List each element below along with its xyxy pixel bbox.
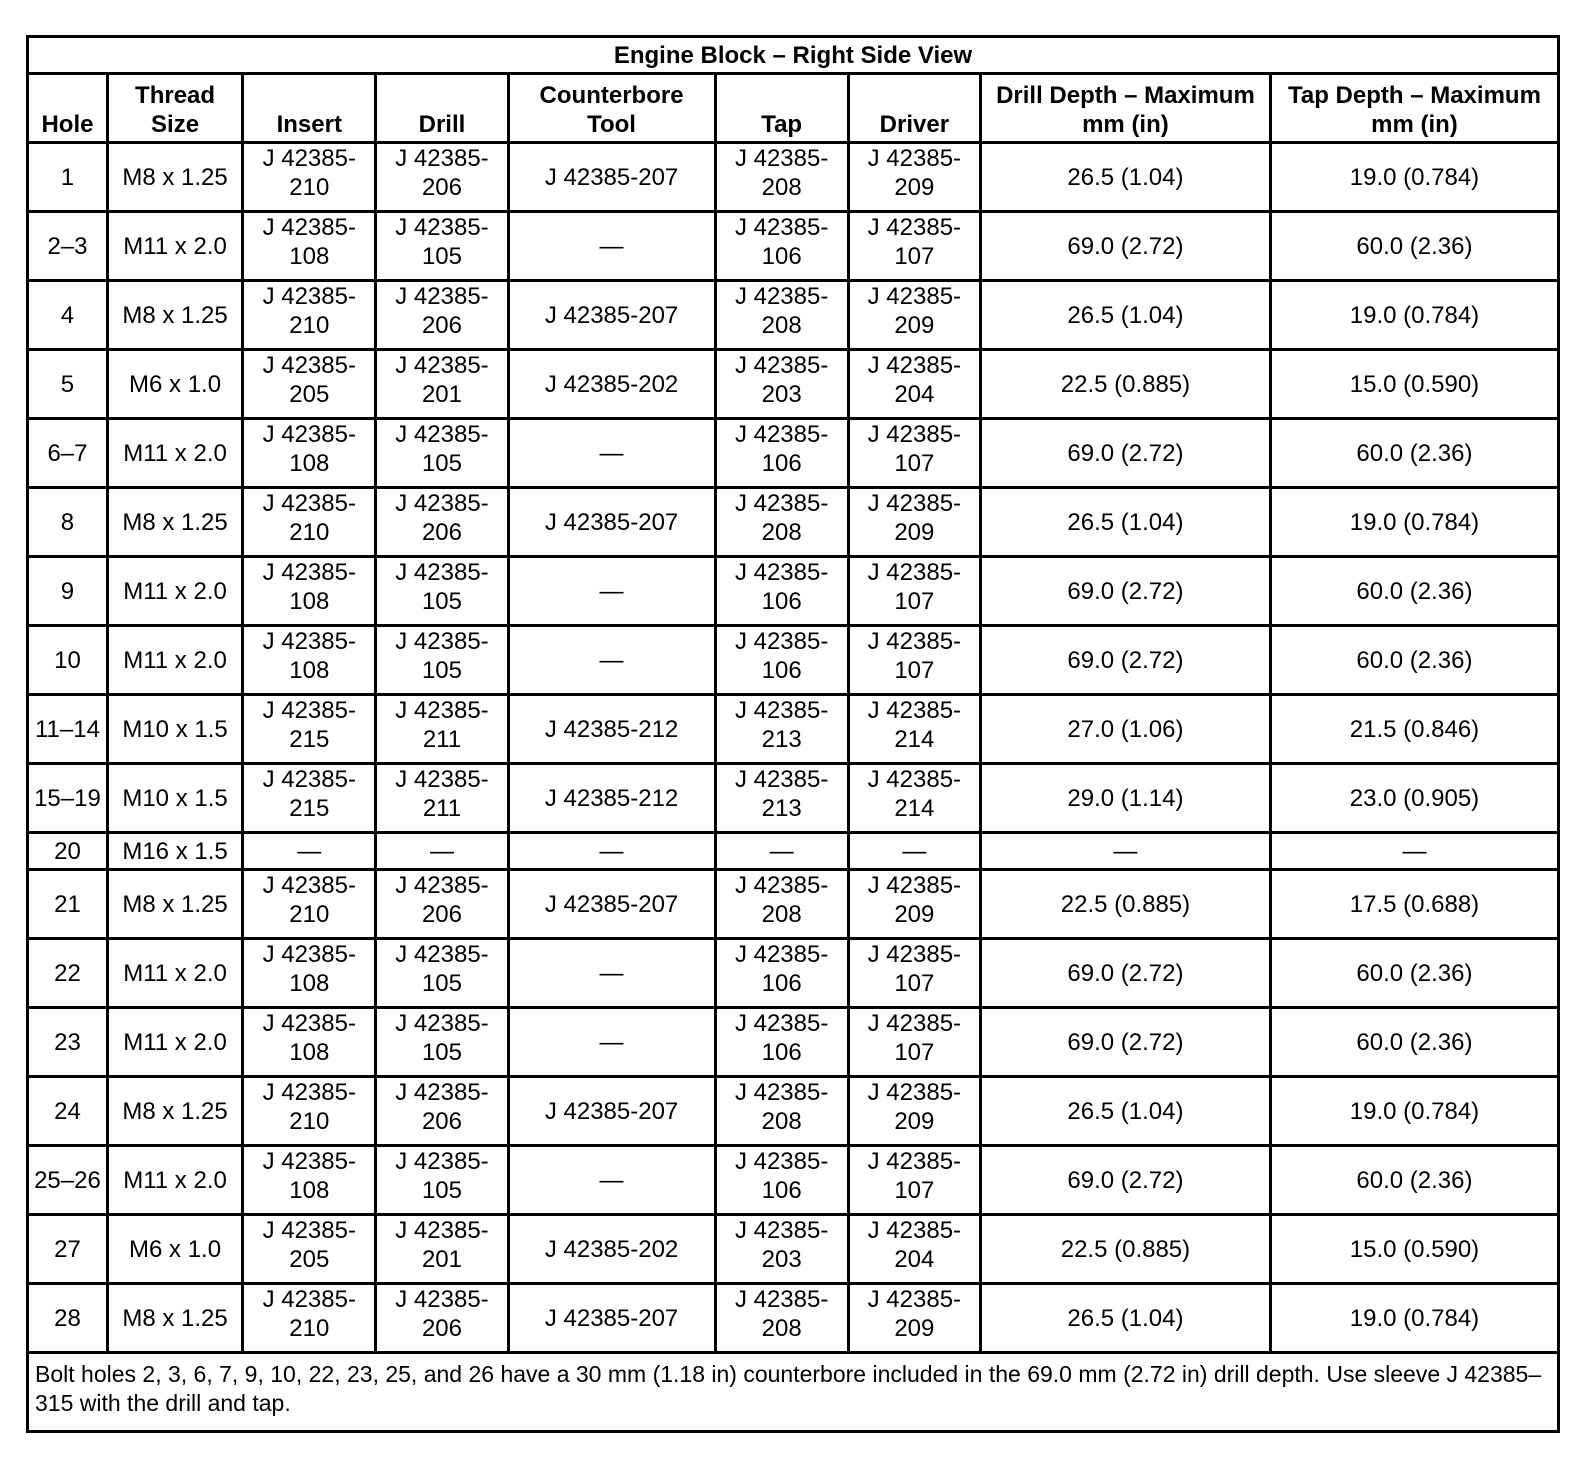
cell-insert: J 42385-210 <box>243 870 376 939</box>
cell-drill-depth: 69.0 (2.72) <box>980 1146 1270 1215</box>
cell-tap-depth: 19.0 (0.784) <box>1270 281 1558 350</box>
cell-thread-size: M10 x 1.5 <box>107 695 242 764</box>
cell-insert: J 42385-108 <box>243 939 376 1008</box>
cell-tap: J 42385-208 <box>715 143 848 212</box>
cell-drill: J 42385-105 <box>376 419 508 488</box>
cell-tap-depth: 21.5 (0.846) <box>1270 695 1558 764</box>
cell-hole: 1 <box>28 143 108 212</box>
cell-thread-size: M11 x 2.0 <box>107 1146 242 1215</box>
cell-counterbore-tool: — <box>508 212 715 281</box>
table-row <box>28 870 1559 939</box>
cell-drill-depth: 69.0 (2.72) <box>980 419 1270 488</box>
cell-tap: J 42385-203 <box>715 1215 848 1284</box>
cell-drill: J 42385-211 <box>376 695 508 764</box>
table-row <box>28 695 1559 764</box>
cell-drill: J 42385-105 <box>376 626 508 695</box>
cell-hole: 20 <box>28 833 108 870</box>
cell-driver: J 42385-204 <box>848 1215 980 1284</box>
column-header-tap <box>715 74 848 143</box>
cell-driver: J 42385-209 <box>848 281 980 350</box>
table-row <box>28 833 1559 870</box>
cell-driver: — <box>848 833 980 870</box>
column-header-line: mm (in) <box>1082 111 1169 138</box>
cell-tap: J 42385-106 <box>715 939 848 1008</box>
cell-thread-size: M8 x 1.25 <box>107 488 242 557</box>
cell-drill-depth: 26.5 (1.04) <box>980 488 1270 557</box>
cell-driver: J 42385-204 <box>848 350 980 419</box>
cell-counterbore-tool: J 42385-207 <box>508 1077 715 1146</box>
cell-drill-depth: 22.5 (0.885) <box>980 1215 1270 1284</box>
cell-hole: 21 <box>28 870 108 939</box>
column-header-tap-depth <box>1270 74 1558 143</box>
cell-tap: — <box>715 833 848 870</box>
cell-tap-depth: 19.0 (0.784) <box>1270 488 1558 557</box>
cell-hole: 9 <box>28 557 108 626</box>
cell-thread-size: M11 x 2.0 <box>107 626 242 695</box>
cell-drill: J 42385-206 <box>376 281 508 350</box>
cell-hole: 27 <box>28 1215 108 1284</box>
cell-counterbore-tool: — <box>508 1146 715 1215</box>
cell-thread-size: M11 x 2.0 <box>107 939 242 1008</box>
cell-drill: J 42385-206 <box>376 1284 508 1353</box>
cell-insert: J 42385-210 <box>243 281 376 350</box>
cell-hole: 25–26 <box>28 1146 108 1215</box>
cell-drill-depth: 22.5 (0.885) <box>980 350 1270 419</box>
table-footnote: Bolt holes 2, 3, 6, 7, 9, 10, 22, 23, 25, and 26 have a 30 mm (1.18 in) counterbore included in the 69.0 mm (2.72 in) drill depth. Use sleeve J 42385–315 with the drill and tap. <box>28 1353 1559 1432</box>
cell-drill: J 42385-105 <box>376 212 508 281</box>
column-header-line: Counterbore <box>539 82 684 109</box>
cell-counterbore-tool: J 42385-202 <box>508 1215 715 1284</box>
table-row <box>28 1008 1559 1077</box>
cell-drill-depth: 26.5 (1.04) <box>980 1077 1270 1146</box>
cell-tap: J 42385-208 <box>715 281 848 350</box>
cell-driver: J 42385-209 <box>848 1284 980 1353</box>
cell-thread-size: M11 x 2.0 <box>107 557 242 626</box>
cell-tap-depth: 60.0 (2.36) <box>1270 626 1558 695</box>
cell-insert: J 42385-108 <box>243 419 376 488</box>
cell-driver: J 42385-107 <box>848 212 980 281</box>
cell-thread-size: M11 x 2.0 <box>107 1008 242 1077</box>
column-header-line: Tool <box>587 111 636 138</box>
cell-counterbore-tool: J 42385-207 <box>508 281 715 350</box>
cell-thread-size: M16 x 1.5 <box>107 833 242 870</box>
cell-tap: J 42385-208 <box>715 870 848 939</box>
cell-counterbore-tool: J 42385-202 <box>508 350 715 419</box>
cell-driver: J 42385-209 <box>848 143 980 212</box>
cell-insert: J 42385-108 <box>243 1146 376 1215</box>
table-row <box>28 419 1559 488</box>
cell-tap: J 42385-106 <box>715 557 848 626</box>
table-title: Engine Block – Right Side View <box>28 37 1559 74</box>
cell-tap: J 42385-106 <box>715 1146 848 1215</box>
cell-driver: J 42385-214 <box>848 764 980 833</box>
column-header-drill-depth <box>980 74 1270 143</box>
cell-thread-size: M8 x 1.25 <box>107 281 242 350</box>
cell-counterbore-tool: — <box>508 939 715 1008</box>
cell-tap-depth: 60.0 (2.36) <box>1270 939 1558 1008</box>
table-row <box>28 626 1559 695</box>
cell-thread-size: M8 x 1.25 <box>107 1284 242 1353</box>
cell-driver: J 42385-107 <box>848 626 980 695</box>
cell-tap-depth: 17.5 (0.688) <box>1270 870 1558 939</box>
table-row <box>28 350 1559 419</box>
column-header-drill <box>376 74 508 143</box>
cell-hole: 24 <box>28 1077 108 1146</box>
table-row <box>28 488 1559 557</box>
cell-tap: J 42385-208 <box>715 488 848 557</box>
column-header-line: Tap <box>761 111 803 138</box>
cell-drill-depth: 26.5 (1.04) <box>980 281 1270 350</box>
table-row <box>28 1215 1559 1284</box>
column-header-line: Size <box>151 111 200 138</box>
column-header-counterbore-tool <box>508 74 715 143</box>
cell-tap: J 42385-208 <box>715 1284 848 1353</box>
cell-hole: 15–19 <box>28 764 108 833</box>
cell-drill: J 42385-211 <box>376 764 508 833</box>
cell-driver: J 42385-107 <box>848 1146 980 1215</box>
cell-tap: J 42385-208 <box>715 1077 848 1146</box>
cell-hole: 6–7 <box>28 419 108 488</box>
cell-hole: 28 <box>28 1284 108 1353</box>
cell-hole: 2–3 <box>28 212 108 281</box>
cell-insert: J 42385-210 <box>243 143 376 212</box>
cell-hole: 5 <box>28 350 108 419</box>
cell-counterbore-tool: — <box>508 1008 715 1077</box>
column-header-line: mm (in) <box>1371 111 1458 138</box>
cell-drill: J 42385-206 <box>376 488 508 557</box>
column-header-line: Hole <box>41 111 94 138</box>
cell-insert: J 42385-210 <box>243 1284 376 1353</box>
cell-tap: J 42385-106 <box>715 419 848 488</box>
cell-insert: J 42385-215 <box>243 695 376 764</box>
column-header-line: Driver <box>879 111 950 138</box>
column-header-thread-size <box>107 74 242 143</box>
cell-tap-depth: 60.0 (2.36) <box>1270 557 1558 626</box>
cell-thread-size: M6 x 1.0 <box>107 1215 242 1284</box>
cell-counterbore-tool: J 42385-207 <box>508 870 715 939</box>
cell-tap-depth: 19.0 (0.784) <box>1270 1077 1558 1146</box>
cell-drill-depth: 69.0 (2.72) <box>980 939 1270 1008</box>
cell-tap-depth: 15.0 (0.590) <box>1270 350 1558 419</box>
cell-drill-depth: 26.5 (1.04) <box>980 1284 1270 1353</box>
cell-driver: J 42385-107 <box>848 557 980 626</box>
cell-drill: J 42385-105 <box>376 939 508 1008</box>
column-header-line: Drill <box>418 111 466 138</box>
cell-thread-size: M11 x 2.0 <box>107 419 242 488</box>
cell-counterbore-tool: — <box>508 626 715 695</box>
cell-counterbore-tool: J 42385-207 <box>508 1284 715 1353</box>
cell-tap-depth: 60.0 (2.36) <box>1270 1008 1558 1077</box>
cell-drill-depth: 69.0 (2.72) <box>980 1008 1270 1077</box>
cell-counterbore-tool: J 42385-212 <box>508 764 715 833</box>
cell-counterbore-tool: J 42385-212 <box>508 695 715 764</box>
cell-counterbore-tool: — <box>508 419 715 488</box>
cell-insert: — <box>243 833 376 870</box>
column-header-hole <box>28 74 108 143</box>
cell-tap: J 42385-106 <box>715 1008 848 1077</box>
cell-insert: J 42385-108 <box>243 1008 376 1077</box>
cell-drill: J 42385-206 <box>376 1077 508 1146</box>
cell-driver: J 42385-214 <box>848 695 980 764</box>
cell-hole: 11–14 <box>28 695 108 764</box>
cell-drill-depth: — <box>980 833 1270 870</box>
column-header-line: Tap Depth – Maximum <box>1287 82 1541 109</box>
table-row <box>28 764 1559 833</box>
cell-tap: J 42385-106 <box>715 212 848 281</box>
cell-driver: J 42385-209 <box>848 488 980 557</box>
cell-drill-depth: 27.0 (1.06) <box>980 695 1270 764</box>
column-header-driver <box>848 74 980 143</box>
cell-thread-size: M11 x 2.0 <box>107 212 242 281</box>
column-header-row <box>28 74 1559 143</box>
cell-tap-depth: 19.0 (0.784) <box>1270 143 1558 212</box>
cell-insert: J 42385-205 <box>243 350 376 419</box>
cell-tap: J 42385-106 <box>715 626 848 695</box>
cell-driver: J 42385-107 <box>848 419 980 488</box>
cell-insert: J 42385-210 <box>243 488 376 557</box>
cell-tap-depth: 23.0 (0.905) <box>1270 764 1558 833</box>
column-header-line: Thread <box>135 82 216 109</box>
cell-tap-depth: 60.0 (2.36) <box>1270 419 1558 488</box>
cell-counterbore-tool: J 42385-207 <box>508 488 715 557</box>
cell-drill-depth: 69.0 (2.72) <box>980 626 1270 695</box>
cell-thread-size: M8 x 1.25 <box>107 143 242 212</box>
cell-drill-depth: 69.0 (2.72) <box>980 557 1270 626</box>
table-body <box>28 143 1559 1353</box>
cell-drill-depth: 22.5 (0.885) <box>980 870 1270 939</box>
cell-insert: J 42385-205 <box>243 1215 376 1284</box>
cell-tap-depth: 19.0 (0.784) <box>1270 1284 1558 1353</box>
cell-tap-depth: — <box>1270 833 1558 870</box>
cell-drill: J 42385-206 <box>376 870 508 939</box>
cell-hole: 8 <box>28 488 108 557</box>
cell-drill: J 42385-206 <box>376 143 508 212</box>
cell-hole: 10 <box>28 626 108 695</box>
cell-tap: J 42385-203 <box>715 350 848 419</box>
table-row <box>28 212 1559 281</box>
column-header-insert <box>243 74 376 143</box>
cell-drill: J 42385-201 <box>376 1215 508 1284</box>
cell-drill: J 42385-105 <box>376 1146 508 1215</box>
cell-drill: J 42385-105 <box>376 557 508 626</box>
cell-tap-depth: 15.0 (0.590) <box>1270 1215 1558 1284</box>
cell-tap: J 42385-213 <box>715 695 848 764</box>
cell-thread-size: M6 x 1.0 <box>107 350 242 419</box>
cell-driver: J 42385-107 <box>848 1008 980 1077</box>
cell-tap-depth: 60.0 (2.36) <box>1270 1146 1558 1215</box>
cell-insert: J 42385-108 <box>243 557 376 626</box>
cell-insert: J 42385-108 <box>243 212 376 281</box>
cell-tap-depth: 60.0 (2.36) <box>1270 212 1558 281</box>
engine-block-spec-table <box>26 35 1560 1433</box>
cell-thread-size: M10 x 1.5 <box>107 764 242 833</box>
cell-insert: J 42385-108 <box>243 626 376 695</box>
cell-counterbore-tool: J 42385-207 <box>508 143 715 212</box>
cell-driver: J 42385-209 <box>848 870 980 939</box>
cell-counterbore-tool: — <box>508 557 715 626</box>
cell-driver: J 42385-107 <box>848 939 980 1008</box>
table-row <box>28 557 1559 626</box>
cell-drill: J 42385-105 <box>376 1008 508 1077</box>
table-row <box>28 281 1559 350</box>
cell-hole: 4 <box>28 281 108 350</box>
cell-insert: J 42385-210 <box>243 1077 376 1146</box>
cell-drill-depth: 26.5 (1.04) <box>980 143 1270 212</box>
cell-thread-size: M8 x 1.25 <box>107 1077 242 1146</box>
table-row <box>28 1146 1559 1215</box>
cell-drill-depth: 29.0 (1.14) <box>980 764 1270 833</box>
table-row <box>28 1284 1559 1353</box>
table-row <box>28 1077 1559 1146</box>
cell-drill-depth: 69.0 (2.72) <box>980 212 1270 281</box>
cell-thread-size: M8 x 1.25 <box>107 870 242 939</box>
cell-hole: 22 <box>28 939 108 1008</box>
table-row <box>28 143 1559 212</box>
table-row <box>28 939 1559 1008</box>
column-header-line: Insert <box>276 111 342 138</box>
cell-counterbore-tool: — <box>508 833 715 870</box>
cell-tap: J 42385-213 <box>715 764 848 833</box>
column-header-line: Drill Depth – Maximum <box>996 82 1255 109</box>
cell-insert: J 42385-215 <box>243 764 376 833</box>
cell-driver: J 42385-209 <box>848 1077 980 1146</box>
cell-drill: J 42385-201 <box>376 350 508 419</box>
cell-drill: — <box>376 833 508 870</box>
cell-hole: 23 <box>28 1008 108 1077</box>
